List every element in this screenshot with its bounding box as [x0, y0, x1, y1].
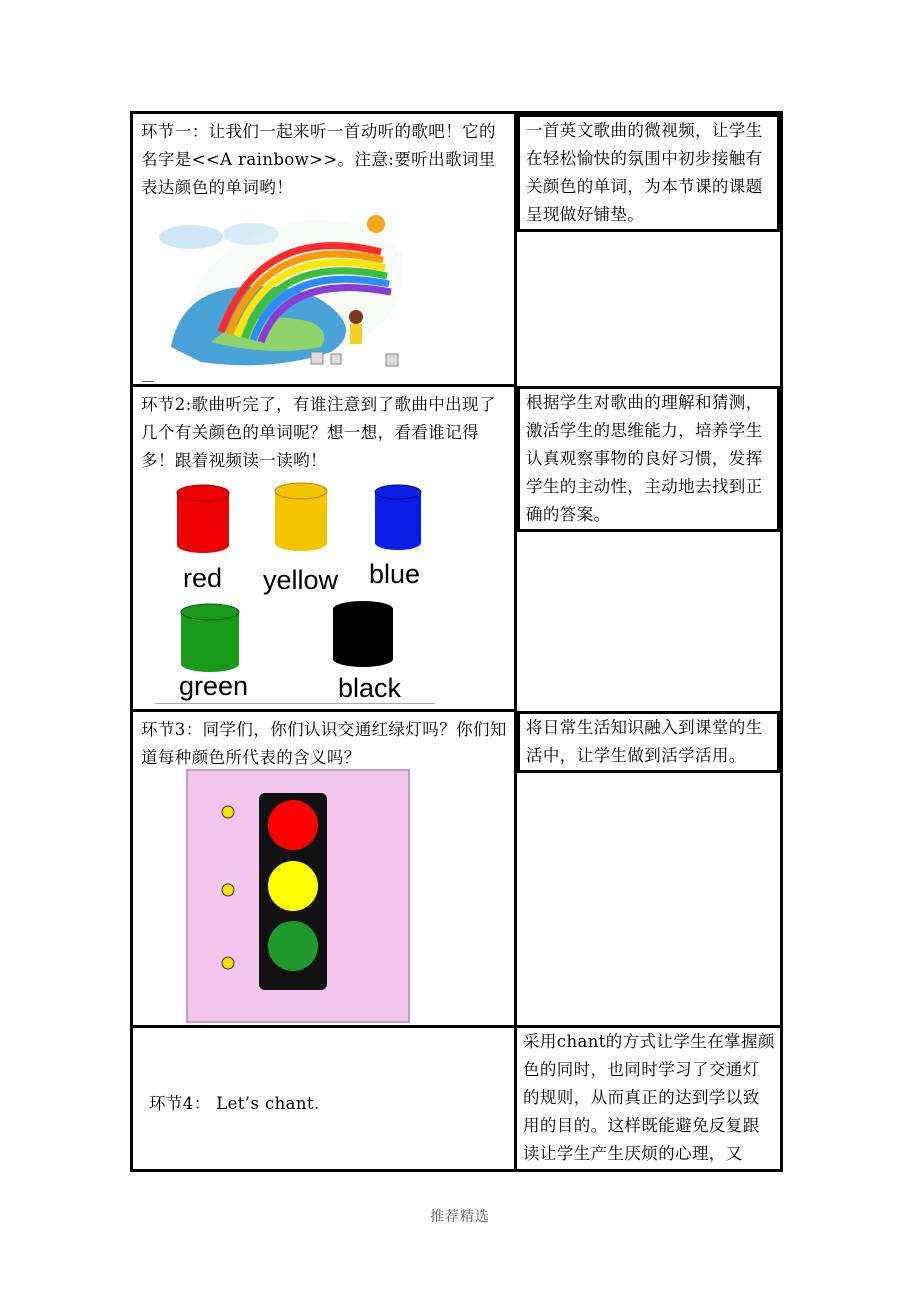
image-mark — [143, 381, 153, 382]
word-green: green — [179, 671, 249, 701]
blue-cup — [373, 483, 423, 553]
word-black: black — [338, 673, 402, 703]
red-cup — [175, 483, 231, 555]
step3-cell — [132, 711, 516, 1027]
step2-purpose-cell — [517, 386, 780, 532]
step1-cell — [132, 113, 516, 386]
step3-purpose-text: 将日常生活知识融入到课堂的生活中，让学生做到活学活用。 — [526, 717, 763, 765]
yellow-cup — [273, 481, 329, 553]
step2-purpose-text: 根据学生对歌曲的理解和猜测，激活学生的思维能力，培养学生认真观察事物的良好习惯，发挥学生的主动性，主动地去找到正确的答案。 — [526, 392, 763, 524]
word-yellow: yellow — [263, 565, 339, 595]
figure-baseline — [155, 703, 435, 704]
traffic-light-figure — [186, 769, 410, 1023]
step4-text: 环节4： Let’s chant. — [149, 1094, 320, 1113]
step1-purpose-text: 一首英文歌曲的微视频，让学生在轻松愉快的氛围中初步接触有关颜色的单词，为本节课的课题呈现做好铺垫。 — [526, 121, 763, 224]
lesson-table — [130, 111, 783, 1172]
step2-text: 环节2:歌曲听完了，有谁注意到了歌曲中出现了几个有关颜色的单词呢？想一想，看看谁记得多！跟着视频读一读哟！ — [141, 395, 496, 470]
page-footer: 推荐精选 — [430, 1209, 490, 1225]
word-red: red — [183, 563, 223, 593]
step2-cell — [132, 386, 516, 711]
step4-purpose-cell — [516, 1027, 782, 1171]
step3-purpose-cell — [517, 711, 780, 773]
green-cup — [179, 602, 241, 674]
word-blue: blue — [369, 559, 421, 589]
step1-purpose-cell — [517, 114, 780, 232]
rainbow-illustration — [151, 212, 411, 372]
step3-text: 环节3：同学们，你们认识交通红绿灯吗？你们知道每种颜色所代表的含义吗？ — [141, 720, 507, 767]
step4-purpose-text: 采用chant的方式让学生在掌握颜色的同时，也同时学习了交通灯的规则，从而真正的达到学以致用的目的。这样既能避免反复跟读让学生产生厌烦的心理，又 — [523, 1032, 775, 1163]
color-cups-figure — [133, 477, 514, 707]
black-cup — [331, 599, 395, 669]
step4-cell — [132, 1027, 516, 1171]
step1-text: 环节一：让我们一起来听一首动听的歌吧！它的名字是<<A rainbow>>。注意:要听出歌词里表达颜色的单词哟！ — [141, 122, 496, 197]
